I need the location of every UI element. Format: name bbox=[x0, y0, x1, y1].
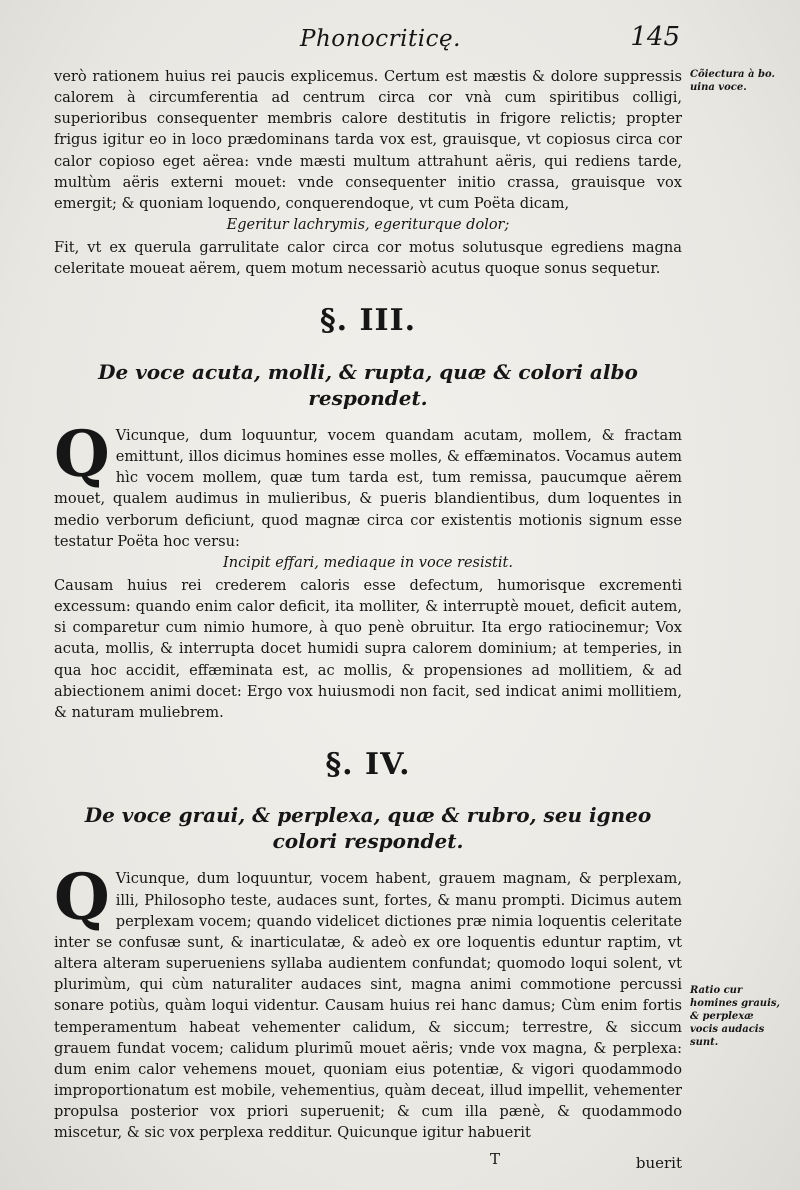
section-4-heading: De voce graui, & perplexa, quæ & rubro, seu igneo colori respondet. bbox=[84, 803, 652, 854]
verse-quote-2: Incipit effari, mediaque in voce resistit. bbox=[223, 554, 513, 571]
opening-paragraph: verò rationem huius rei paucis explicemus. Certum est mæstis & dolore suppressis calorem à circumferentia ad centrum circa cor vnà cum spiritibus colligi, superioribus consequenter membris calore destitutis in frigore relictis; propter frigus igitur eo in loco prædominans tarda vox est, grauisque, vt copiosus circa cor calor copioso eget aërea: vnde mæsti multum attrahunt aëris, qui rediens tarde, multùm aëris externi mouet: vnde consequenter initio crassa, grauisque vox emergit; & quoniam loquendo, conquerendoque, vt cum Poëta dicam, bbox=[54, 68, 682, 212]
section-4-paragraph-1-text: Vicunque, dum loquuntur, vocem habent, grauem magnam, & perplexam, illi, Philosopho teste, audaces sunt, fortes, & manu prompti. Dicimus autem perplexam vocem; quando videlicet dictiones præ nimia loquentis celeritate inter se confusæ sunt, & inarticulatæ, & adeò ex ore loquentis eduntur raptim, vt altera alteram superueniens syllaba audientem confundat; quomodo loqui solent, vt plurimùm, qui cùm naturaliter audaces sint, magna animi commotione percussi sonare potiùs, quàm loqui videntur. Causam huius rei hanc damus; Cùm enim fortis temperamentum habeat vehementer calidum, & siccum; terrestre, & siccum grauem fundat vocem; calidum plurimũ mouet aëris; vnde vox magna, & perplexa: dum enim calor vehemens mouet, quoniam eius potentiæ, & vigori quodammodo improportionatum est mobile, vehementius, quàm deceat, illud impellit, vehementer propulsa posterior vox priori superuenit; & cum illa pænè, & quodammodo miscetur, & sic vox perplexa redditur. Quicunque igitur habuerit bbox=[54, 870, 682, 1142]
section-4-number: §. IV. bbox=[325, 746, 411, 782]
paragraph-after-verse: Fit, vt ex querula garrulitate calor circa cor motus solutusque egrediens magna celeritate moueat aërem, quem motum necessariò acutus quoque sonus sequetur. bbox=[54, 239, 682, 278]
section-3-paragraph-2: Causam huius rei crederem caloris esse defectum, humorisque excrementi excessum: quando enim calor deficit, ita molliter, & interruptè mouet, deficit autem, si comparetur cum nimio humore, à quo penè obruitur. Ita ergo ratiocinemur; Vox acuta, mollis, & interrupta docet humidi supra calorem dominium; at temperies, in qua hoc accidit, effæminata est, ac mollis, & propensiones ad mollitiem, & ad abiectionem animi docet: Ergo vox huiusmodi non facit, sed indicat animi mollitiem, & naturam muliebrem. bbox=[54, 576, 682, 721]
section-3-paragraph-1 bbox=[54, 416, 682, 552]
verse-quote-1: Egeritur lachrymis, egeriturque dolor; bbox=[226, 217, 510, 234]
drop-cap-q: Q bbox=[54, 860, 110, 936]
page-footer bbox=[54, 1150, 682, 1172]
margin-note-conjecture: Cõiectura à bo. uina voce. bbox=[690, 69, 775, 93]
section-3-heading: De voce acuta, molli, & rupta, quæ & colori albo respondet. bbox=[98, 359, 638, 410]
main-text-column bbox=[54, 66, 682, 1144]
page-header bbox=[60, 22, 680, 56]
section-4-paragraph-1 bbox=[54, 860, 682, 1143]
catchword: buerit bbox=[635, 1154, 682, 1172]
running-head: Phonocriticę. bbox=[300, 26, 461, 52]
signature-mark: T bbox=[490, 1150, 501, 1168]
margin-note-ratio: Ratio cur homines grauis, & perplexæ vocis audacis sunt. bbox=[690, 985, 780, 1048]
drop-cap-q: Q bbox=[54, 416, 110, 492]
page-number: 145 bbox=[630, 22, 680, 52]
section-3-number: §. III. bbox=[319, 303, 417, 339]
section-3-paragraph-1-text: Vicunque, dum loquuntur, vocem quandam acutam, mollem, & fractam emittunt, illos dicimus homines esse molles, & effæminatos. Vocamus autem hìc vocem mollem, quæ tum tarda est, tum remissa, paucumque aërem mouet, qualem audimus in mulieribus, & pueris blandientibus, dum loquentes in medio verborum deficiunt, quod magnæ circa cor existentis motionis signum esse testatur Poëta hoc versu: bbox=[54, 426, 682, 550]
